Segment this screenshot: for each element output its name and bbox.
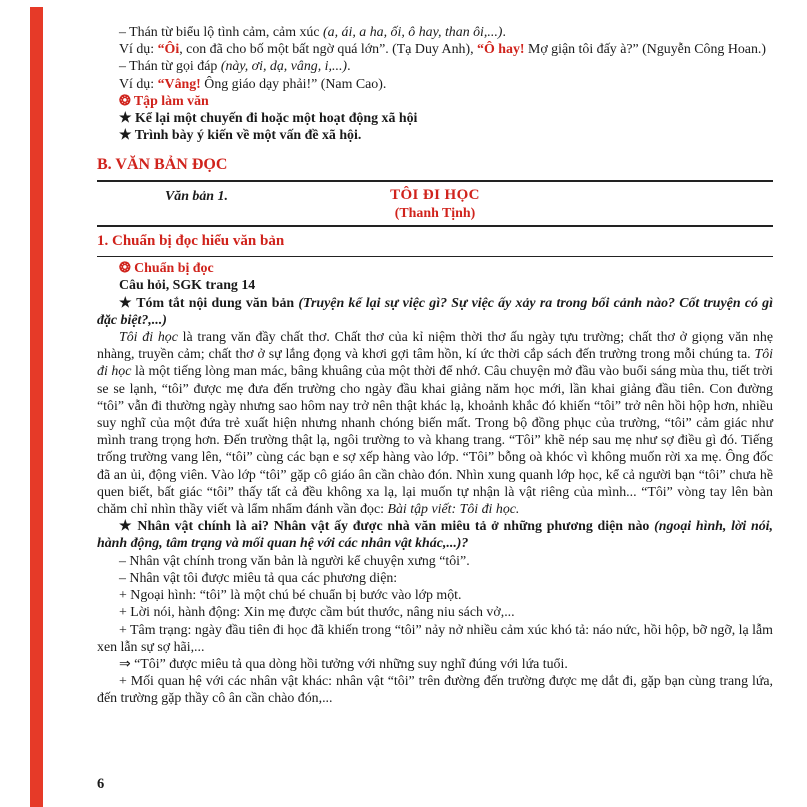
- highlight-segment: “Ôi: [157, 42, 180, 58]
- list-item-text: Trình bày ý kiến về một vấn đề xã hội.: [134, 128, 362, 144]
- question-1: [97, 295, 773, 329]
- interjection-call-line: [97, 58, 773, 75]
- van-ban-label: Văn bản 1.: [165, 188, 228, 204]
- text-segment: là một tiếng lòng man mác, bâng khuâng của một thời để nhớ. Câu chuyện mở đầu vào buổi sáng mùa thu, tiết trời se se lạnh, “tôi” được mẹ đưa đến trường cho ngày đầu khai giảng năm học mới, lần khai giảng đầu tiên. Con đường “tôi” vẫn đi thường ngày nhưng sao hôm nay trở nên thật khác lạ, khoảnh khắc đó khiến “tôi” trở nên hồi hộp hơn, nhiều suy nghĩ của một đứa trẻ xuất hiện nhưng nhanh chóng biến mất. Trong bộ đồng phục của trường, “tôi” cảm giác như mình trang trọng hơn. Đến trường thật lạ, ngôi trường to và khang trang. “Tôi” khẽ nép sau mẹ như sợ điều gì đó. Tiếng trống trường vang lên, “tôi” cùng các bạn e sợ xếp hàng vào lớp. “Tôi” bỗng oà khóc vì không muốn rời xa mẹ. Ông đốc đã an ủi, động viên. Vào lớp “tôi” gặp cô giáo ân cần chào đón. Nhìn xung quanh lớp học, kể cả người bạn “tôi” chưa hề quen biết, bất giác “tôi” thấy tất cả đều không xa lạ, lại muốn tự nhận là vật riêng của mình... “Tôi” vòng tay lên bàn chăm chỉ nhìn thầy viết và lẩm nhẩm đánh vần đọc:: [97, 364, 773, 518]
- question-2: [97, 518, 773, 552]
- answer-2-item: + Mối quan hệ với các nhân vật khác: nhân vật “tôi” trên đường đến trường được mẹ dắt đi, gặp bạn cùng trang lứa, đến trường gặp thầy cô ân cần chào đón,...: [97, 674, 773, 707]
- section-1-heading: 1. Chuẩn bị đọc hiểu văn bản: [97, 227, 773, 257]
- text-segment: Thán từ gọi đáp: [129, 59, 221, 75]
- text-segment-italic: Bài tập viết: Tôi đi học.: [387, 502, 520, 518]
- question-text: Nhân vật chính là ai? Nhân vật ấy được nhà văn miêu tả ở những phương diện nào: [137, 519, 655, 535]
- text-segment-italic: (a, ái, a ha, ối, ô hay, than ôi,...): [323, 25, 503, 40]
- section-b-title: B. VĂN BẢN ĐỌC: [97, 156, 228, 174]
- source-line: Câu hỏi, SGK trang 14: [119, 278, 256, 294]
- page-edge-red-bar: [30, 7, 43, 807]
- example-line-2: [97, 76, 773, 93]
- answer-2-item: + Lời nói, hành động: Xin mẹ được cầm bút thước, nâng niu sách vở,...: [119, 605, 515, 621]
- heading-text: Chuẩn bị đọc: [134, 261, 214, 277]
- page-content: [97, 24, 773, 708]
- heading-text: Tập làm văn: [133, 93, 209, 109]
- highlight-segment: “Vâng!: [157, 76, 201, 92]
- tap-lam-van-heading: [97, 93, 773, 110]
- chuan-bi-doc-heading: [97, 260, 773, 277]
- text-segment: Mợ giận tôi đấy à?” (Nguyễn Công Hoan.): [524, 42, 767, 58]
- highlight-segment: “Ô hay!: [477, 42, 525, 58]
- van-ban-header: [97, 180, 773, 227]
- tap-lam-van-item: [97, 127, 773, 144]
- text-segment: .: [502, 25, 506, 40]
- dash-bullet: –: [119, 25, 130, 40]
- work-title-italic: Tôi đi học: [97, 347, 773, 380]
- answer-2-item: + Tâm trạng: ngày đầu tiên đi học đã khiến trong “tôi” nảy nở nhiều cảm xúc khó tả: náo nức, hồi hộp, bỡ ngỡ, lạ lẫm xen lẫn sự sợ hãi,...: [97, 622, 773, 655]
- answer-2-item: – Nhân vật chính trong văn bản là người kể chuyện xưng “tôi”.: [119, 553, 470, 569]
- gear-icon: ❂: [119, 261, 131, 277]
- star-icon: ★: [119, 128, 132, 144]
- text-segment: Ví dụ:: [119, 42, 158, 58]
- text-segment-italic: (này, ơi, dạ, vâng, i,...): [220, 59, 348, 75]
- star-icon: ★: [119, 519, 133, 535]
- answer-2-conclusion: ⇒ “Tôi” được miêu tả qua dòng hồi tưởng với những suy nghĩ đúng với lứa tuổi.: [119, 656, 568, 672]
- answer-1-paragraph: [97, 329, 773, 518]
- work-title-italic: Tôi đi học: [119, 330, 178, 346]
- van-ban-author: (Thanh Tịnh): [394, 205, 476, 221]
- text-segment: là trang văn đầy chất thơ. Chất thơ của kỉ niệm thời thơ ấu ngày tựu trường; chất thơ ở giọng văn nhẹ nhàng, truyền cảm; chất thơ ở sự lắng đọng và khơi gợi tâm hồn, kí ức thời cắp sách đến trường trong mỗi chúng ta.: [97, 330, 773, 363]
- question-text: Tóm tắt nội dung văn bản: [136, 295, 299, 311]
- star-icon: ★: [119, 111, 132, 127]
- gear-icon: ❂: [119, 93, 131, 109]
- text-segment: .: [347, 59, 351, 75]
- answer-2-item: + Ngoại hình: “tôi” là một chú bé chuẩn bị bước vào lớp một.: [119, 588, 462, 604]
- interjection-emotion-line: [97, 24, 773, 41]
- question-paren-italic: (Truyện kể lại sự việc gì? Sự việc ấy xảy ra trong bối cảnh nào? Cốt truyện có gì đặc biệt?,...): [97, 295, 773, 328]
- text-segment: , con đã cho bố một bất ngờ quá lớn”. (Tạ Duy Anh),: [179, 42, 478, 58]
- page-number: 6: [97, 776, 105, 792]
- dash-bullet: –: [119, 59, 130, 75]
- list-item-text: Kể lại một chuyến đi hoặc một hoạt động xã hội: [134, 111, 418, 127]
- star-icon: ★: [119, 295, 133, 311]
- text-segment: Ông giáo dạy phải!” (Nam Cao).: [200, 76, 387, 92]
- text-segment: Ví dụ:: [119, 76, 158, 92]
- question-paren-italic: (ngoại hình, lời nói, hành động, tâm trạng và mối quan hệ với các nhân vật khác,...)?: [97, 519, 773, 552]
- answer-2-item: – Nhân vật tôi được miêu tả qua các phương diện:: [119, 570, 398, 586]
- van-ban-title: TÔI ĐI HỌC: [390, 186, 480, 203]
- text-segment: Thán từ biểu lộ tình cảm, cảm xúc: [129, 25, 324, 40]
- example-line-1: [97, 41, 773, 58]
- tap-lam-van-item: [97, 110, 773, 127]
